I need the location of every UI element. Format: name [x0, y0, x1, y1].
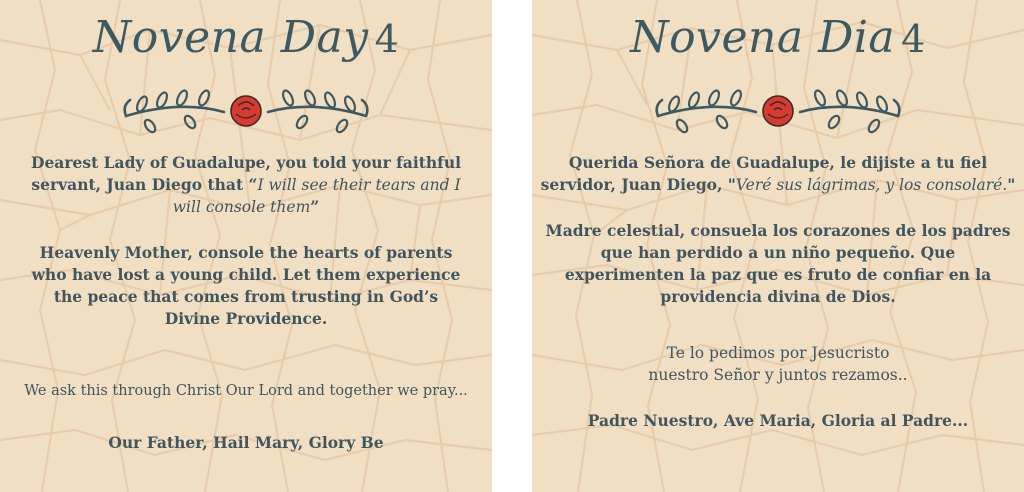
intro-line-2: [538, 174, 1018, 196]
prayer-paragraph: [538, 220, 1018, 308]
quote-part-1: I will see their tears and I: [257, 176, 461, 194]
intro-line-3: [6, 196, 486, 218]
quote-text: Veré sus lágrimas, y los consolaré.: [735, 176, 1008, 194]
closing-line-2: nuestro Señor y juntos rezamos..: [648, 366, 908, 384]
prayer-line-4: Divine Providence.: [164, 309, 328, 328]
intro-line-2-text: servidor, Juan Diego, ": [540, 175, 736, 194]
prayer-line-4: providencia divina de Dios.: [660, 287, 896, 306]
rose-vine-icon: [120, 86, 372, 138]
prayer-line-1: Heavenly Mother, console the hearts of parents: [39, 243, 453, 262]
intro-line-2-text: servant, Juan Diego that “: [31, 175, 258, 194]
prayer-line-2: who have lost a young child. Let them experience: [31, 265, 461, 284]
intro-paragraph: [538, 152, 1018, 196]
prayer-paragraph: [6, 242, 486, 330]
closing-paragraph: [538, 342, 1018, 386]
quote-part-2: will console them: [172, 198, 311, 216]
title-number: 4: [901, 17, 926, 61]
page-title: [0, 12, 492, 63]
prayer-line-1: Madre celestial, consuela los corazones de los padres: [545, 221, 1011, 240]
intro-line-2: [6, 174, 486, 196]
closing-line: We ask this through Christ Our Lord and together we pray...: [24, 383, 468, 399]
prayer-line-2: que han perdido a un niño pequeño. Que: [600, 243, 956, 262]
card-content: [0, 0, 492, 492]
prayers-list: Our Father, Hail Mary, Glory Be: [108, 433, 384, 452]
title-text: Novena Dia: [630, 12, 896, 63]
intro-line-1: Dearest Lady of Guadalupe, you told your faithful: [31, 153, 461, 172]
prayer-line-3: the peace that comes from trusting in God’s: [53, 287, 439, 306]
novena-card-english: [0, 0, 492, 492]
prayers-list: Padre Nuestro, Ave Maria, Gloria al Padre...: [587, 411, 969, 430]
quote-end: ": [1007, 175, 1016, 194]
quote-end: ”: [310, 197, 320, 216]
rose-vine-icon: [652, 86, 904, 138]
card-content: [532, 0, 1024, 492]
page-title: [532, 12, 1024, 63]
intro-line-1: Querida Señora de Guadalupe, le dijiste a tu fiel: [568, 153, 988, 172]
intro-paragraph: [6, 152, 486, 218]
title-number: 4: [374, 17, 400, 61]
novena-card-spanish: [532, 0, 1024, 492]
prayer-line-3: experimenten la paz que es fruto de confiar en la: [564, 265, 992, 284]
title-text: Novena Day: [92, 12, 369, 63]
closing-line-1: Te lo pedimos por Jesucristo: [666, 344, 890, 362]
